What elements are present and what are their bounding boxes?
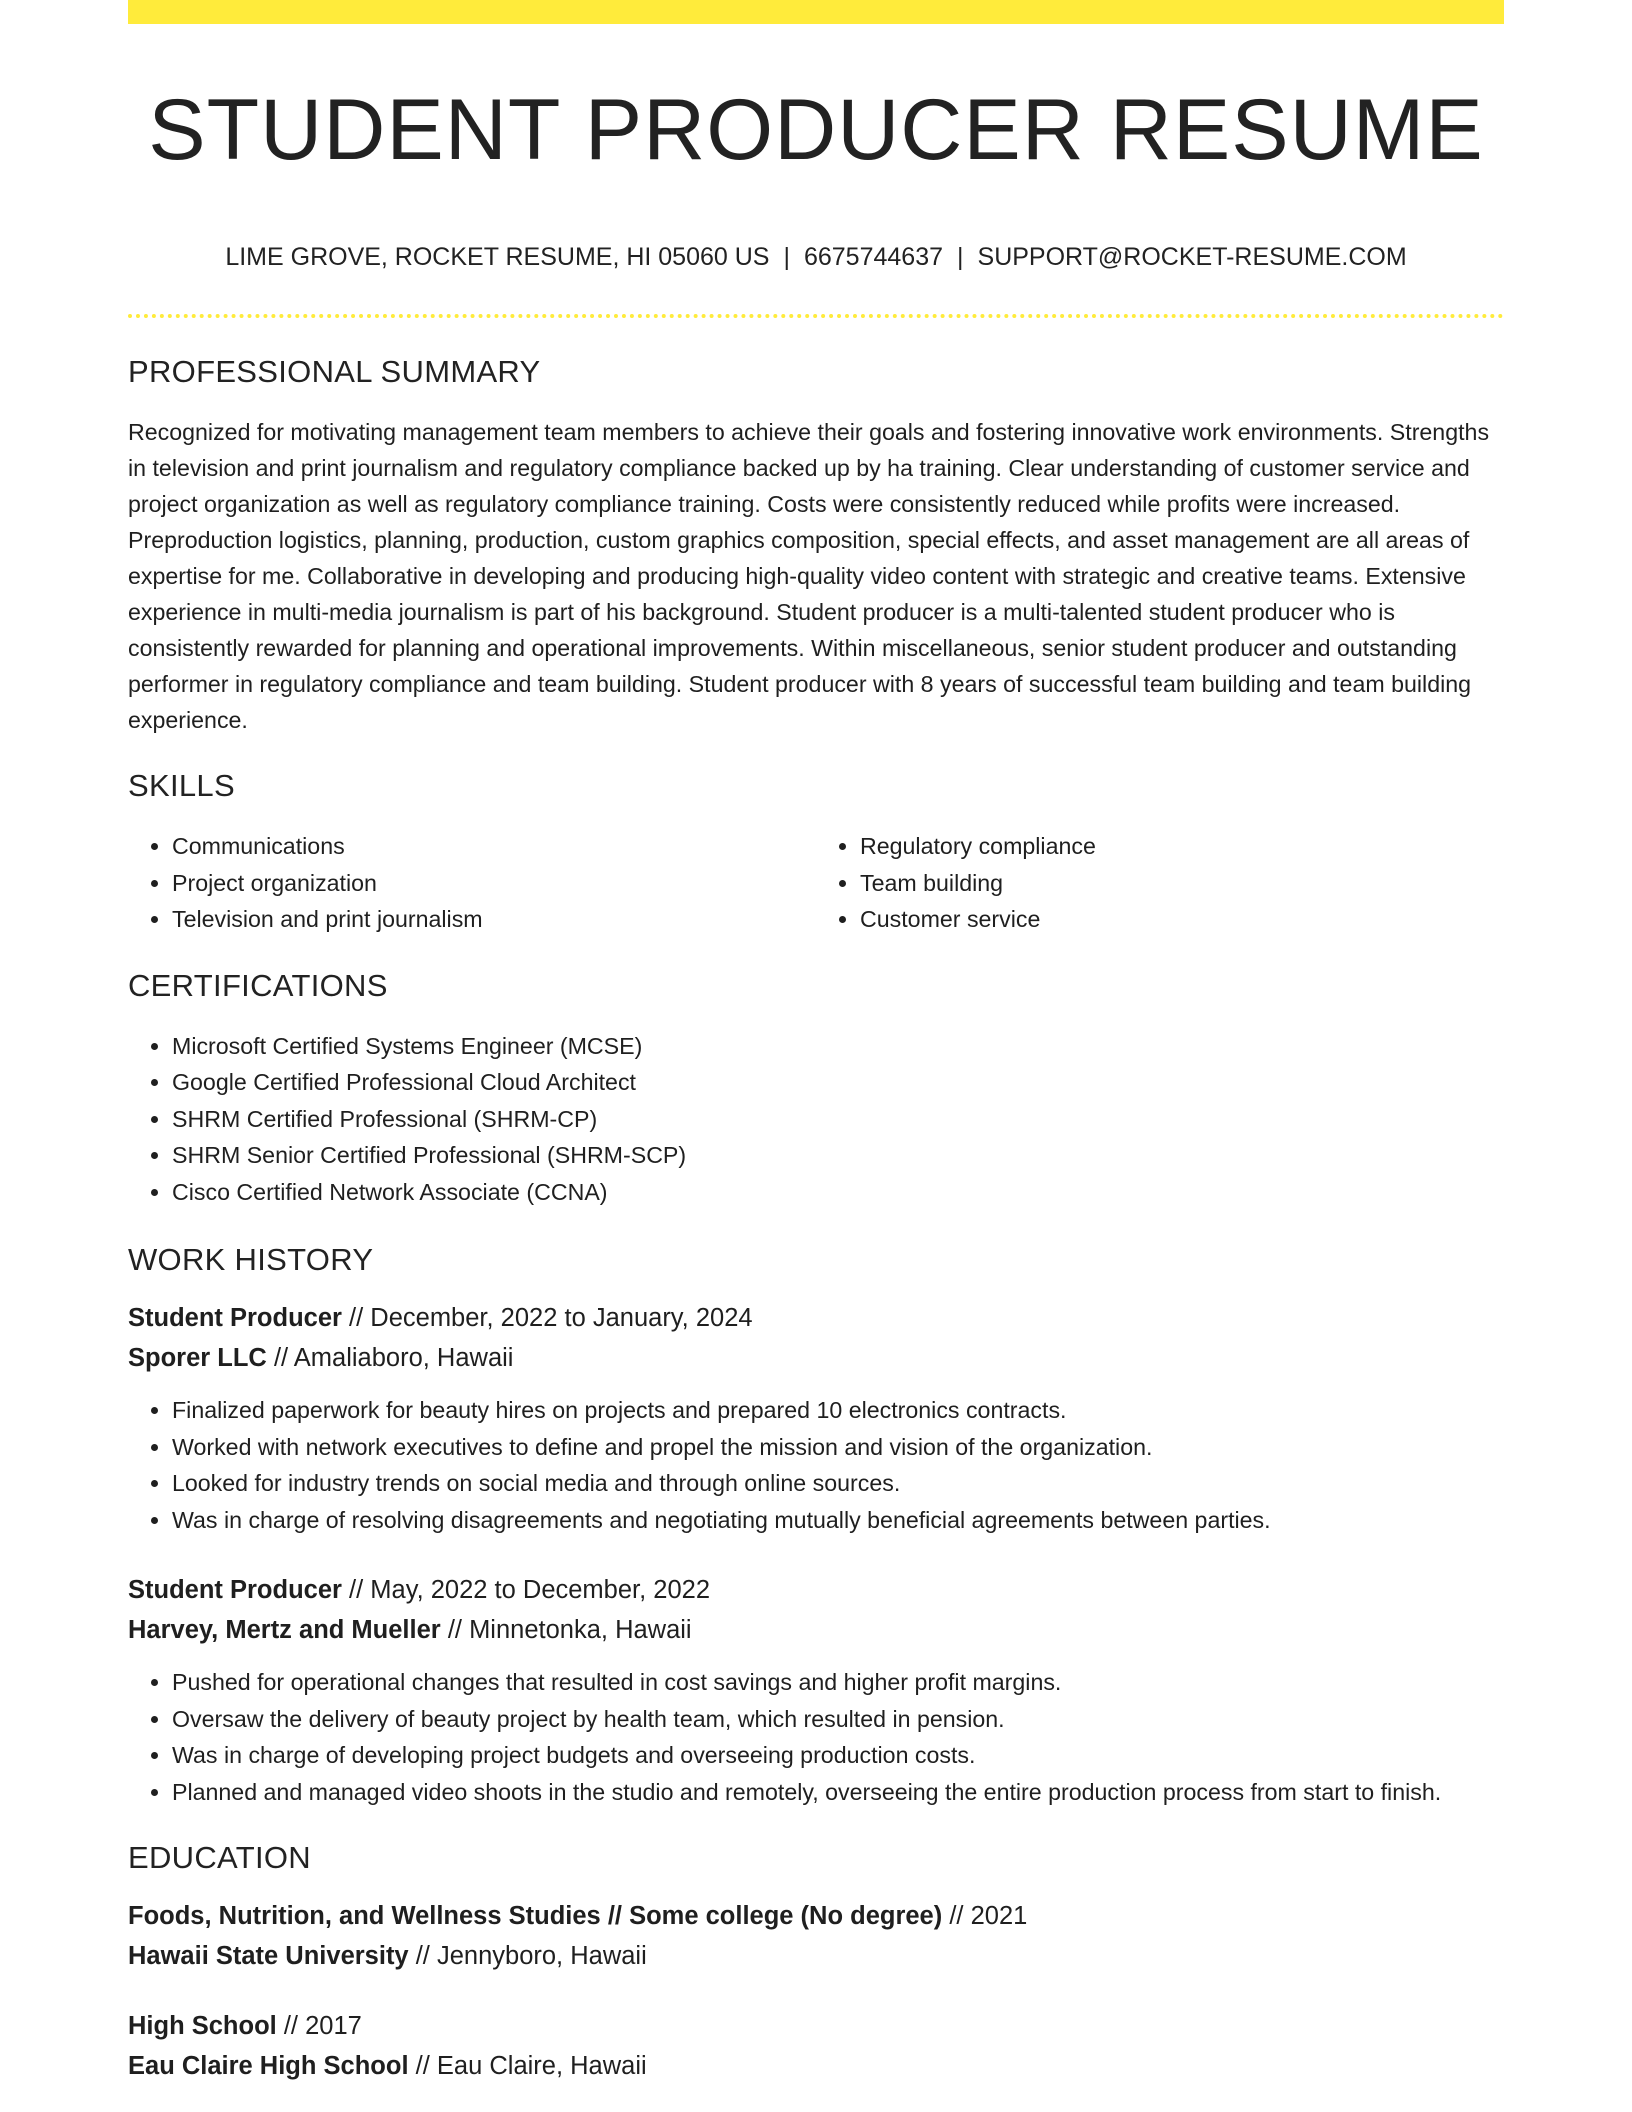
skill-item: • Regulatory compliance [860, 828, 1504, 865]
job-company-line [128, 1610, 1504, 1650]
certification-item: • Microsoft Certified Systems Engineer (MCSE) [172, 1028, 1504, 1065]
job-title-line [128, 1298, 1504, 1338]
education-location: // Jennyboro, Hawaii [415, 1942, 647, 1970]
job-title: Student Producer [128, 1576, 342, 1604]
job-title-line [128, 1570, 1504, 1610]
work-history-section [128, 1240, 1504, 1810]
skill-item: • Television and print journalism [172, 901, 816, 938]
job-company: Sporer LLC [128, 1344, 267, 1372]
education-year: // 2021 [949, 1902, 1028, 1930]
education-year: // 2017 [283, 2012, 362, 2040]
job-bullet: • Worked with network executives to define and propel the mission and vision of the organization. [172, 1429, 1504, 1466]
summary-heading: PROFESSIONAL SUMMARY [128, 354, 541, 389]
job-dates: // May, 2022 to December, 2022 [349, 1576, 711, 1604]
job-entry [128, 1298, 1504, 1538]
skills-heading: SKILLS [128, 768, 235, 803]
skills-columns [128, 828, 1504, 938]
education-school-line [128, 1936, 1504, 1976]
contact-email: SUPPORT@ROCKET-RESUME.COM [977, 243, 1407, 271]
certification-item: • SHRM Certified Professional (SHRM-CP) [172, 1101, 1504, 1138]
skill-item: • Communications [172, 828, 816, 865]
education-school: Hawaii State University [128, 1942, 409, 1970]
job-title: Student Producer [128, 1304, 342, 1332]
job-location: // Minnetonka, Hawaii [447, 1616, 692, 1644]
job-bullet: • Oversaw the delivery of beauty project by health team, which resulted in pension. [172, 1701, 1504, 1738]
job-company: Harvey, Mertz and Mueller [128, 1616, 441, 1644]
job-bullet: • Planned and managed video shoots in the studio and remotely, overseeing the entire production process from start to finish. [172, 1774, 1504, 1811]
skill-item: • Customer service [860, 901, 1504, 938]
education-entry [128, 1896, 1504, 1976]
certifications-section [128, 966, 1504, 1211]
education-degree: Foods, Nutrition, and Wellness Studies // Some college (No degree) [128, 1902, 943, 1930]
work-history-heading: WORK HISTORY [128, 1242, 374, 1277]
resume-content [128, 0, 1504, 2086]
education-entry [128, 2006, 1504, 2086]
skill-item: • Team building [860, 865, 1504, 902]
education-school: Eau Claire High School [128, 2052, 409, 2080]
job-bullet: • Looked for industry trends on social media and through online sources. [172, 1465, 1504, 1502]
certifications-list [128, 1028, 1504, 1211]
job-bullet: • Finalized paperwork for beauty hires on projects and prepared 10 electronics contracts. [172, 1392, 1504, 1429]
job-bullet: • Was in charge of developing project budgets and overseeing production costs. [172, 1737, 1504, 1774]
certification-item: • SHRM Senior Certified Professional (SHRM-SCP) [172, 1137, 1504, 1174]
contact-separator: | [957, 243, 964, 271]
job-entry [128, 1570, 1504, 1810]
job-bullet-list [128, 1392, 1504, 1538]
education-school-line [128, 2046, 1504, 2086]
certification-item: • Google Certified Professional Cloud Architect [172, 1064, 1504, 1101]
job-bullet: • Was in charge of resolving disagreements and negotiating mutually beneficial agreements between parties. [172, 1502, 1504, 1539]
job-location: // Amaliaboro, Hawaii [273, 1344, 514, 1372]
education-location: // Eau Claire, Hawaii [415, 2052, 647, 2080]
job-bullet: • Pushed for operational changes that resulted in cost savings and higher profit margins. [172, 1664, 1504, 1701]
contact-phone: 6675744637 [803, 243, 944, 271]
resume-title: STUDENT PRODUCER RESUME [148, 82, 1484, 178]
skill-item: • Project organization [172, 865, 816, 902]
contact-separator: | [783, 243, 790, 271]
skills-right-list [816, 828, 1504, 938]
job-company-line [128, 1338, 1504, 1378]
certifications-heading: CERTIFICATIONS [128, 967, 388, 1003]
job-bullet-list [128, 1664, 1504, 1810]
summary-text: Recognized for motivating management team members to achieve their goals and fostering innovative work environments. Strengths in television and print journalism and regulatory compliance backed up by ha training. Clear understanding of customer service and project organization as well as regulatory compliance training. Costs were consistently reduced while profits were increased. Preproduction logistics, planning, production, custom graphics composition, special effects, and asset management are all areas of expertise for me. Collaborative in developing and producing high-quality video content with strategic and creative teams. Extensive experience in multi-media journalism is part of his background. Student producer is a multi-talented student producer who is consistently rewarded for planning and operational improvements. Within miscellaneous, senior student producer and outstanding performer in regulatory compliance and team building. Student producer with 8 years of successful team building and team building experience. [128, 419, 1490, 733]
job-dates: // December, 2022 to January, 2024 [349, 1304, 753, 1332]
skills-left-list [128, 828, 816, 938]
education-section [128, 1838, 1504, 2086]
education-degree-line [128, 1896, 1504, 1936]
education-degree-line [128, 2006, 1504, 2046]
education-degree: High School [128, 2012, 277, 2040]
certification-item: • Cisco Certified Network Associate (CCNA) [172, 1174, 1504, 1211]
skills-section [128, 766, 1504, 938]
education-heading: EDUCATION [128, 1840, 311, 1875]
summary-section [128, 352, 1504, 738]
dotted-divider [128, 314, 1504, 318]
contact-line [128, 240, 1504, 274]
contact-address: LIME GROVE, ROCKET RESUME, HI 05060 US [225, 243, 770, 271]
